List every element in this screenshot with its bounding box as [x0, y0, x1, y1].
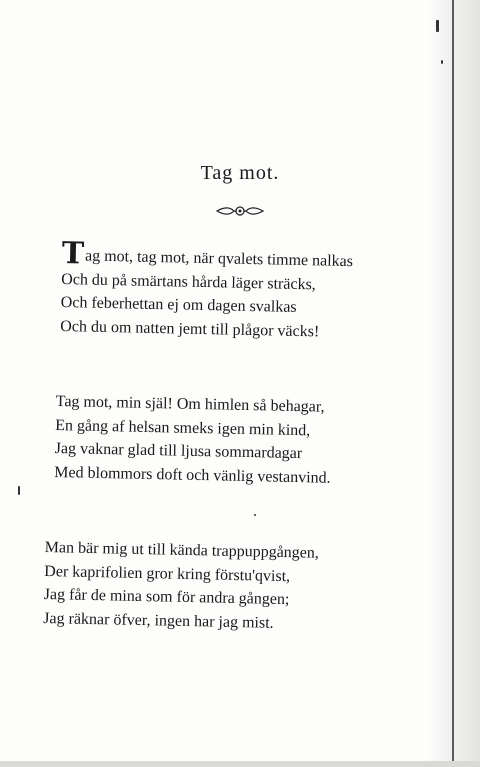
stanza-3-line-3: Jag får de mina som för andra gången;	[43, 585, 290, 609]
page-edge-shadow	[428, 0, 480, 767]
scan-speck	[18, 486, 20, 495]
stanza-1-line-2: Och du på smärtans hårda läger sträcks,	[61, 270, 316, 293]
page-edge-line	[452, 0, 454, 767]
ornament-divider-icon	[216, 204, 264, 218]
stanza-2-line-1: Tag mot, min själ! Om himlen så behagar,	[55, 392, 325, 416]
drop-cap: T	[61, 236, 85, 272]
stanza-1	[60, 236, 354, 344]
stanza-3-line-4: Jag räknar öfver, ingen har jag mist.	[43, 609, 274, 632]
scan-speck	[436, 20, 439, 32]
stanza-2	[54, 390, 332, 490]
stanza-1-line-4: Och du om natten jemt till plågor väcks!	[60, 317, 320, 340]
poem-title: Tag mot.	[200, 162, 280, 184]
stanza-3-line-2: Der kaprifolien gror kring förstu'qvist,	[44, 562, 291, 585]
scan-speck	[254, 514, 256, 516]
stanza-2-line-3: Jag vaknar glad till ljusa sommardagar	[54, 439, 303, 463]
scan-speck	[441, 60, 443, 64]
stanza-1-line-3: Och feberhettan ej om dagen svalkas	[60, 293, 297, 316]
stanza-3	[43, 536, 319, 636]
stanza-2-line-4: Med blommors doft och vänlig vestanvind.	[54, 463, 331, 487]
stanza-1-line-1-text: ag mot, tag mot, när qvalets timme nalkas	[84, 247, 354, 271]
stanza-2-line-2: En gång af helsan smeks igen min kind,	[55, 416, 311, 439]
page-bottom-edge	[0, 761, 480, 767]
stanza-3-line-1: Man bär mig ut till kända trappuppgången,	[44, 538, 320, 562]
